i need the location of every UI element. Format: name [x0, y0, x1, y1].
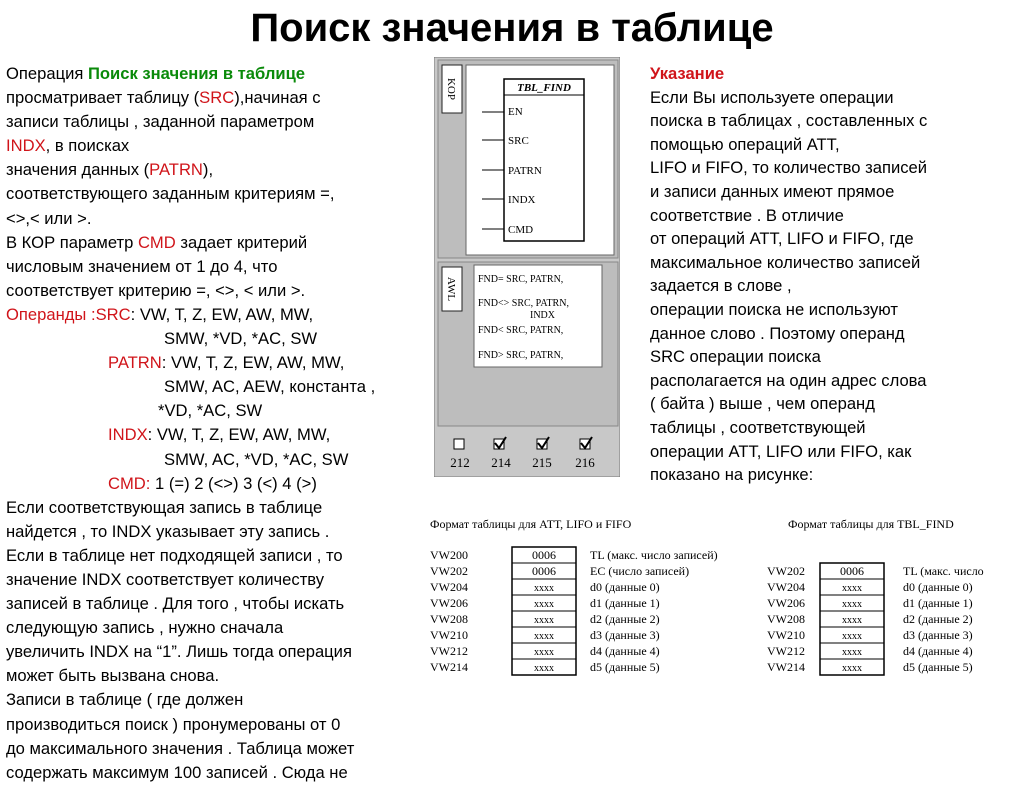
- tbl-find-box: [504, 79, 584, 241]
- table-formats-figure: [425, 512, 1020, 687]
- att-cell: xxxx: [534, 583, 554, 594]
- tbl-address: VW204: [767, 580, 805, 594]
- awl-label: AWL: [445, 276, 457, 302]
- att-cell: xxxx: [534, 663, 554, 674]
- pin-cmd: CMD: [508, 224, 534, 236]
- text: : VW, T, Z, EW, AW, MW,: [147, 425, 331, 445]
- att-cell: xxxx: [534, 615, 554, 626]
- note-line: максимальное количество записей: [650, 252, 921, 272]
- text: соответствующего заданным критериям =,: [6, 184, 335, 204]
- tbl-desc: d3 (данные 3): [903, 628, 973, 642]
- att-address: VW210: [430, 628, 468, 642]
- text: SMW, AC, AEW, константа ,: [164, 377, 376, 397]
- text: 1 (=) 2 (<>) 3 (<) 4 (>): [150, 473, 317, 493]
- text: *VD, *AC, SW: [158, 401, 263, 421]
- note-line: задается в слове ,: [650, 276, 792, 296]
- att-desc: d4 (данные 4): [590, 644, 660, 658]
- tbl-address: VW212: [767, 644, 805, 658]
- note-heading: Указание: [650, 64, 725, 83]
- tbl-cell: xxxx: [842, 599, 862, 610]
- text: содержать максимум 100 записей . Сюда не: [6, 762, 348, 782]
- awl-line: FND> SRC, PATRN,: [478, 350, 564, 361]
- operation-name: Поиск значения в таблице: [87, 64, 306, 83]
- tbl-desc: TL (макс. число: [903, 564, 984, 578]
- text: найдется , то INDX указывает эту запись .: [6, 521, 330, 541]
- note-line: SRC операции поиска: [650, 347, 821, 367]
- text: производиться поиск ) пронумерованы от 0: [6, 714, 341, 734]
- note-line: ( байта ) выше , чем операнд: [650, 394, 875, 414]
- kop-label: KOP: [445, 77, 457, 101]
- table-tbl-caption: Формат таблицы для TBL_FIND: [788, 517, 954, 531]
- text: В КОР параметр: [6, 232, 138, 252]
- att-desc: d0 (данные 0): [590, 580, 660, 594]
- left-text-column: [6, 62, 426, 785]
- pin-patrn: PATRN: [508, 165, 542, 177]
- note-line: поиска в таблицах , составленных с: [650, 111, 928, 131]
- text: , в поисках: [45, 136, 130, 156]
- tbl-address: VW210: [767, 628, 805, 642]
- note-line: соответствие . В отличие: [650, 205, 844, 225]
- att-cell: 0006: [532, 548, 556, 562]
- tbl-cell: xxxx: [842, 631, 862, 642]
- operands-label: Операнды :SRC: [6, 304, 131, 324]
- text: SMW, AC, *VD, *AC, SW: [164, 449, 349, 469]
- text: Если соответствующая запись в таблице: [6, 497, 323, 517]
- awl-line: INDX: [530, 310, 555, 321]
- att-address: VW204: [430, 580, 468, 594]
- note-line: таблицы , соответствующей: [650, 417, 866, 437]
- text: Операция: [6, 64, 88, 83]
- att-cell: xxxx: [534, 647, 554, 658]
- text: значения данных (: [6, 160, 150, 180]
- att-address: VW208: [430, 612, 468, 626]
- tbl-desc: d4 (данные 4): [903, 644, 973, 658]
- text: значение INDX соответствует количеству: [6, 569, 325, 589]
- text: просматривает таблицу (: [6, 88, 200, 108]
- note-line: операции поиска не используют: [650, 299, 898, 319]
- tbl-address: VW202: [767, 564, 805, 578]
- slide-title: Поиск значения в таблице: [250, 6, 774, 50]
- tbl-desc: d5 (данные 5): [903, 660, 973, 674]
- note-line: и записи данных имеют прямое: [650, 181, 895, 201]
- tbl-desc: d1 (данные 1): [903, 596, 973, 610]
- tbl-cell: xxxx: [842, 583, 862, 594]
- tbl-cell: xxxx: [842, 663, 862, 674]
- text: ),начиная с: [234, 88, 321, 108]
- param-cmd: CMD: [137, 232, 176, 252]
- tbl-address: VW206: [767, 596, 805, 610]
- att-address: VW202: [430, 564, 468, 578]
- pin-en: EN: [508, 106, 523, 118]
- text: числовым значением от 1 до 4, что: [6, 256, 278, 276]
- text: записей в таблице . Для того , чтобы искать: [6, 594, 345, 614]
- cpu-checkbox: [454, 439, 464, 449]
- tbl-cell: xxxx: [842, 615, 862, 626]
- awl-line: FND< SRC, PATRN,: [478, 325, 564, 336]
- param-indx: INDX: [6, 136, 46, 156]
- att-cell: xxxx: [534, 599, 554, 610]
- note-line: LIFO и FIFO, то количество записей: [650, 158, 928, 178]
- tbl-desc: d2 (данные 2): [903, 612, 973, 626]
- att-cell: 0006: [532, 564, 556, 578]
- awl-line: FND<> SRC, PATRN,: [478, 298, 569, 309]
- text: Если в таблице нет подходящей записи , то: [6, 545, 343, 565]
- pin-indx: INDX: [508, 194, 536, 206]
- indx-label: INDX: [108, 425, 148, 445]
- att-desc: EC (число записей): [590, 564, 690, 578]
- cpu-label: 212: [450, 455, 470, 470]
- tbl-desc: d0 (данные 0): [903, 580, 973, 594]
- note-line: помощью операций АТТ,: [650, 134, 840, 154]
- att-address: VW206: [430, 596, 468, 610]
- att-address: VW212: [430, 644, 468, 658]
- att-cell: xxxx: [534, 631, 554, 642]
- att-desc: d1 (данные 1): [590, 596, 660, 610]
- text: <>,< или >.: [6, 208, 92, 228]
- tbl-address: VW208: [767, 612, 805, 626]
- note-line: располагается на один адрес слова: [650, 370, 927, 390]
- att-desc: TL (макс. число записей): [590, 548, 718, 562]
- text: SMW, *VD, *AC, SW: [164, 329, 318, 349]
- text: ),: [202, 160, 214, 180]
- text: следующую запись , нужно сначала: [6, 618, 284, 638]
- awl-line: FND= SRC, PATRN,: [478, 274, 564, 285]
- text: записи таблицы , заданной параметром: [6, 112, 315, 132]
- text: увеличить INDX на “1”. Лишь тогда операция: [6, 642, 352, 662]
- text: до максимального значения . Таблица может: [6, 738, 355, 758]
- patrn-label: PATRN: [108, 353, 162, 373]
- note-line: Если Вы используете операции: [650, 87, 894, 107]
- text: задает критерий: [175, 232, 308, 252]
- cpu-label: 214: [491, 455, 511, 470]
- text: : VW, T, Z, EW, AW, MW,: [161, 353, 345, 373]
- att-desc: d2 (данные 2): [590, 612, 660, 626]
- att-desc: d5 (данные 5): [590, 660, 660, 674]
- cpu-label: 215: [532, 455, 552, 470]
- text: : VW, T, Z, EW, AW, MW,: [130, 304, 314, 324]
- cmd-label: CMD:: [108, 473, 151, 493]
- cpu-label: 216: [575, 455, 595, 470]
- instruction-figure: [434, 57, 620, 477]
- text: может быть вызвана снова.: [6, 666, 220, 686]
- note-line: операции АТТ, LIFO или FIFO, как: [650, 441, 912, 461]
- tbl-cell: xxxx: [842, 647, 862, 658]
- tbl-cell: 0006: [840, 564, 864, 578]
- note-line: показано на рисунке:: [650, 465, 814, 485]
- note-line: от операций АТТ, LIFO и FIFO, где: [650, 229, 914, 249]
- right-note: [650, 62, 1020, 487]
- table-att-caption: Формат таблицы для АТТ, LIFO и FIFO: [430, 517, 632, 531]
- text: соответствует критерию =, <>, < или >.: [6, 280, 306, 300]
- text: Записи в таблице ( где должен: [6, 690, 244, 710]
- param-patrn: PATRN: [149, 160, 203, 180]
- param-src: SRC: [199, 88, 235, 108]
- att-address: VW214: [430, 660, 468, 674]
- tbl-address: VW214: [767, 660, 805, 674]
- pin-src: SRC: [508, 135, 529, 147]
- box-title: TBL_FIND: [517, 82, 571, 94]
- att-address: VW200: [430, 548, 468, 562]
- att-desc: d3 (данные 3): [590, 628, 660, 642]
- note-line: данное слово . Поэтому операнд: [650, 323, 905, 343]
